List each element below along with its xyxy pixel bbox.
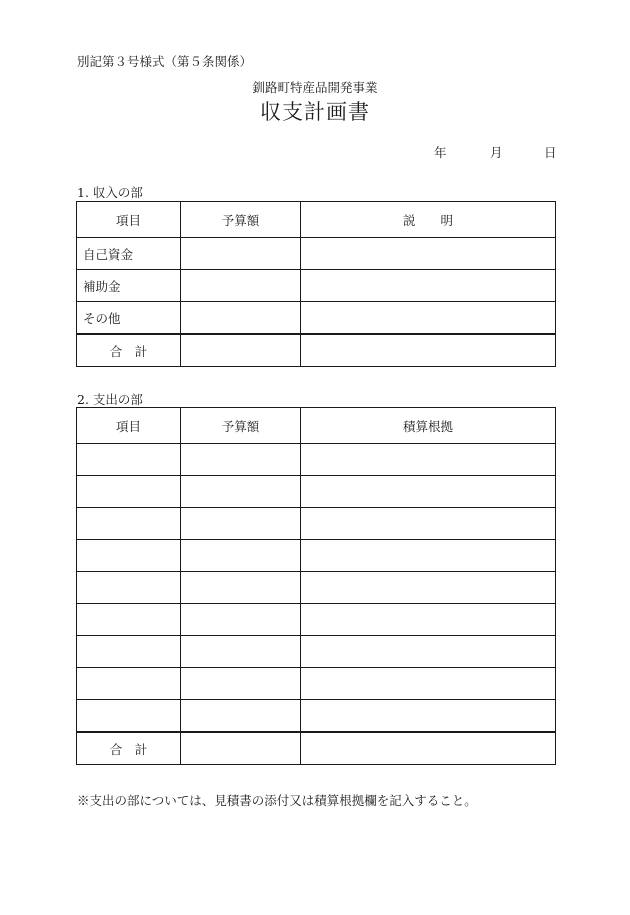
income-budget-cell[interactable] [181, 238, 301, 270]
table-row [77, 270, 556, 302]
income-detail-cell[interactable] [301, 302, 556, 335]
expense-item-cell[interactable] [77, 540, 181, 572]
expense-item-cell[interactable] [77, 476, 181, 508]
date-day-label: 日 [544, 145, 557, 160]
document-subtitle: 釧路町特産品開発事業 [252, 80, 378, 95]
income-header-budget: 予算額 [181, 202, 301, 238]
expense-item-cell[interactable] [77, 572, 181, 604]
expense-budget-cell[interactable] [181, 444, 301, 476]
expense-section-heading: 2. 支出の部 [77, 392, 143, 407]
expense-detail-cell[interactable] [301, 572, 556, 604]
table-row [77, 572, 556, 604]
expense-budget-cell[interactable] [181, 508, 301, 540]
income-total-detail-cell[interactable] [301, 334, 556, 367]
table-row [77, 700, 556, 733]
expense-detail-cell[interactable] [301, 444, 556, 476]
expense-budget-cell[interactable] [181, 604, 301, 636]
income-total-budget-cell[interactable] [181, 334, 301, 367]
expense-budget-cell[interactable] [181, 476, 301, 508]
income-total-row [77, 334, 556, 367]
expense-table [76, 407, 556, 765]
income-item-cell: 補助金 [77, 270, 181, 302]
expense-total-row [77, 732, 556, 765]
expense-item-cell[interactable] [77, 444, 181, 476]
income-header-detail: 説 明 [301, 202, 556, 238]
income-detail-cell[interactable] [301, 270, 556, 302]
table-row [77, 636, 556, 668]
document-title: 収支計画書 [260, 100, 370, 124]
table-row [77, 476, 556, 508]
expense-header-budget: 予算額 [181, 408, 301, 444]
expense-budget-cell[interactable] [181, 636, 301, 668]
expense-detail-cell[interactable] [301, 668, 556, 700]
expense-item-cell[interactable] [77, 508, 181, 540]
date-month-label: 月 [490, 145, 503, 160]
expense-detail-cell[interactable] [301, 508, 556, 540]
table-row [77, 604, 556, 636]
expense-budget-cell[interactable] [181, 700, 301, 733]
expense-budget-cell[interactable] [181, 668, 301, 700]
expense-header-row [77, 408, 556, 444]
table-row [77, 508, 556, 540]
income-detail-cell[interactable] [301, 238, 556, 270]
income-budget-cell[interactable] [181, 302, 301, 335]
footnote: ※支出の部については、見積書の添付又は積算根拠欄を記入すること。 [77, 793, 477, 808]
income-section-heading: 1. 収入の部 [77, 185, 143, 200]
expense-item-cell[interactable] [77, 604, 181, 636]
expense-detail-cell[interactable] [301, 700, 556, 733]
table-row [77, 540, 556, 572]
expense-total-detail-cell[interactable] [301, 732, 556, 765]
income-header-item: 項目 [77, 202, 181, 238]
expense-budget-cell[interactable] [181, 572, 301, 604]
expense-item-cell[interactable] [77, 700, 181, 733]
expense-item-cell[interactable] [77, 636, 181, 668]
income-item-cell: その他 [77, 302, 181, 335]
expense-detail-cell[interactable] [301, 476, 556, 508]
expense-total-budget-cell[interactable] [181, 732, 301, 765]
expense-budget-cell[interactable] [181, 540, 301, 572]
table-row [77, 238, 556, 270]
table-row [77, 668, 556, 700]
expense-detail-cell[interactable] [301, 604, 556, 636]
income-budget-cell[interactable] [181, 270, 301, 302]
expense-detail-cell[interactable] [301, 636, 556, 668]
expense-item-cell[interactable] [77, 668, 181, 700]
expense-total-label: 合 計 [77, 732, 181, 765]
income-table [76, 201, 556, 367]
income-total-label: 合 計 [77, 334, 181, 367]
expense-header-detail: 積算根拠 [301, 408, 556, 444]
income-item-cell: 自己資金 [77, 238, 181, 270]
expense-detail-cell[interactable] [301, 540, 556, 572]
date-year-label: 年 [434, 145, 447, 160]
form-number: 別記第３号様式（第５条関係） [77, 54, 253, 69]
income-header-row [77, 202, 556, 238]
table-row [77, 444, 556, 476]
table-row [77, 302, 556, 335]
expense-header-item: 項目 [77, 408, 181, 444]
